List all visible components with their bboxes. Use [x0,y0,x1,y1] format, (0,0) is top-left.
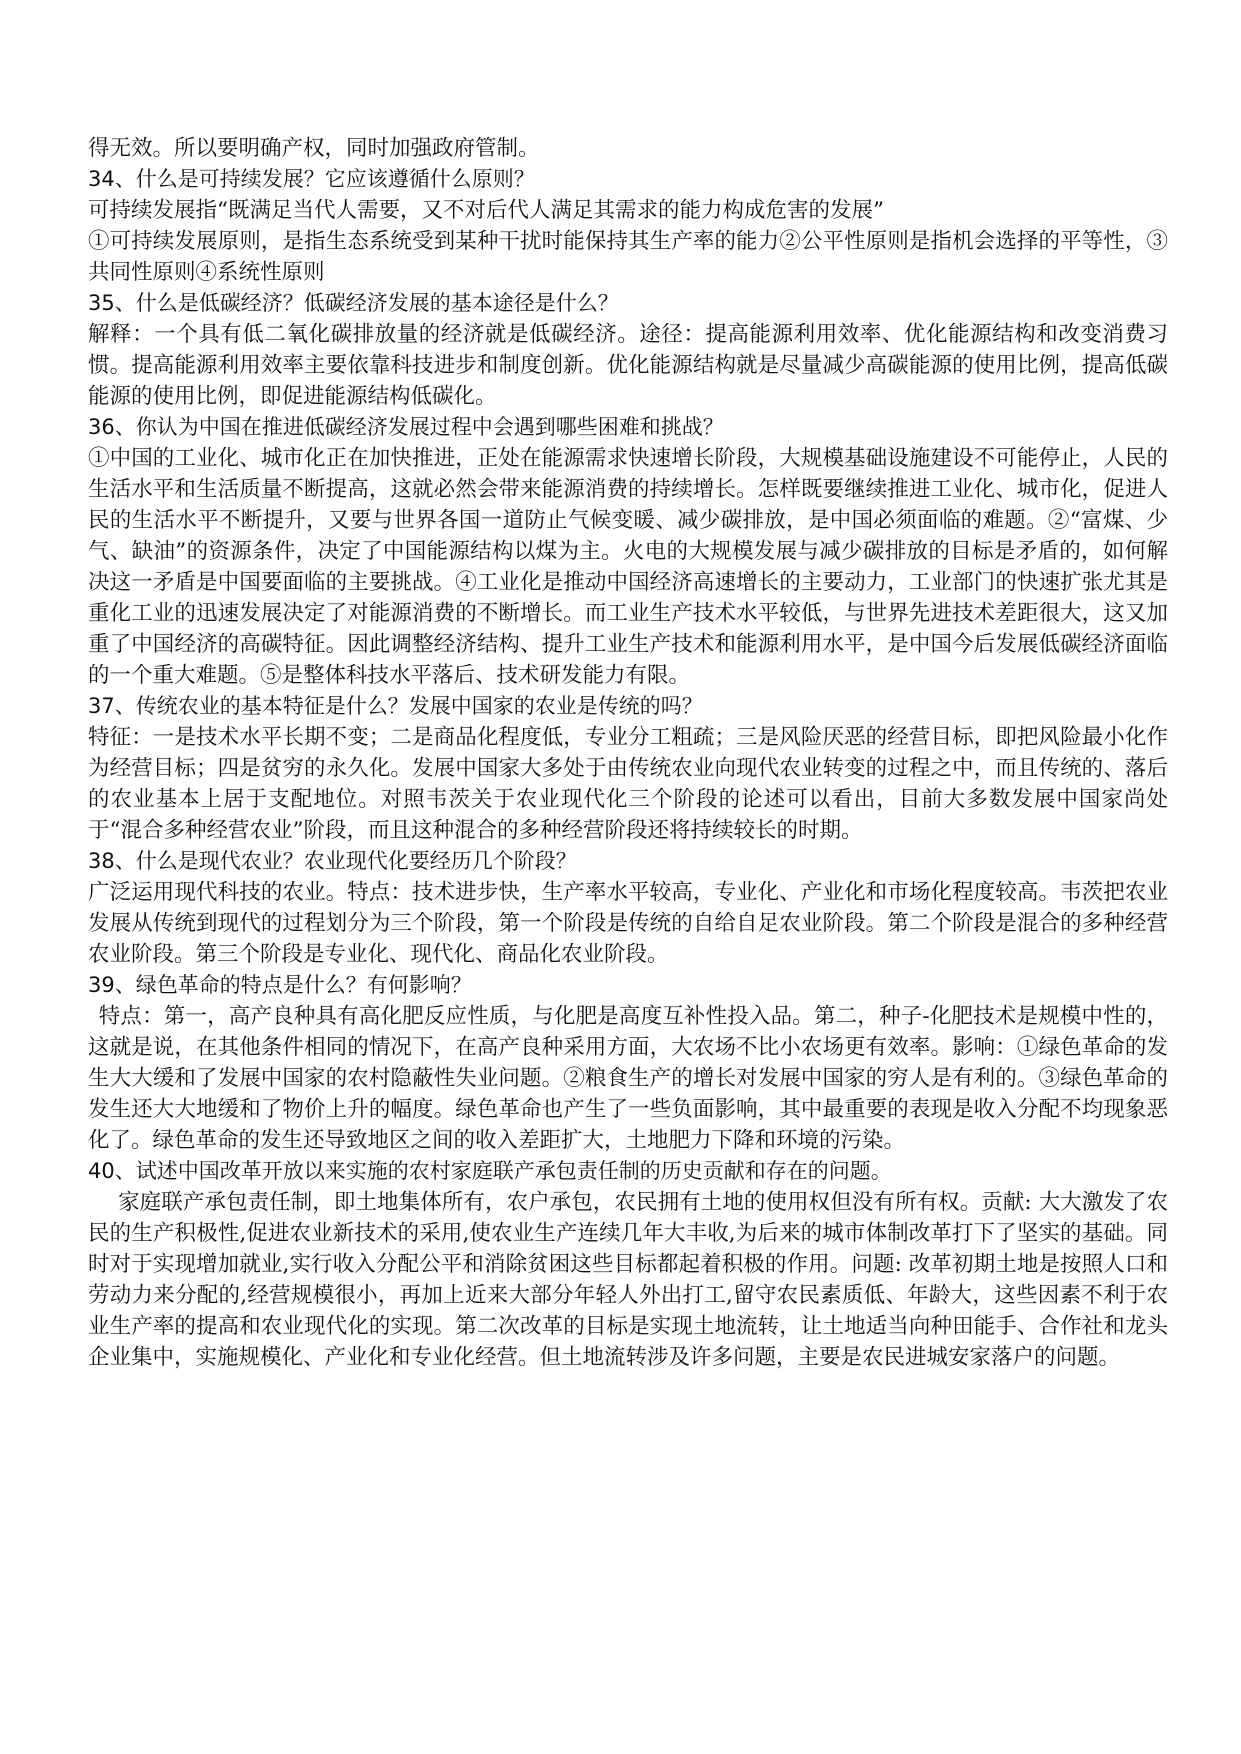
question-37: 37、传统农业的基本特征是什么？发展中国家的农业是传统的吗？ [88,694,703,718]
answer-37: 特征：一是技术水平长期不变；二是商品化程度低，专业分工粗疏；三是风险厌恶的经营目标，即把风险最小化作为经营目标；四是贫穷的永久化。发展中国家大多处于由传统农业向现代农业转变的过程之中，而且传统的、落后的农业基本上居于支配地位。对照韦茨关于农业现代化三个阶段的论述可以看出，目前大多数发展中国家尚处于“混合多种经营农业”阶段，而且这种混合的多种经营阶段还将持续较长的时期。 [88,725,1168,843]
answer-40: 家庭联产承包责任制，即土地集体所有，农户承包，农民拥有土地的使用权但没有所有权。贡献: 大大激发了农民的生产积极性,促进农业新技术的采用,使农业生产连续几年大丰收,为后来的城市体制改革打下了坚实的基础。同时对于实现增加就业,实行收入分配公平和消除贫困这些目标都起着积极的作用。问题: 改革初期土地是按照人口和劳动力来分配的,经营规模很小，再加上近来大部分年轻人外出打工,留守农民素质低、年龄大，这些因素不利于农业生产率的提高和农业现代化的实现。第二次改革的目标是实现土地流转，让土地适当向种田能手、合作社和龙头企业集中，实施规模化、产业化和专业化经营。但土地流转涉及许多问题，主要是农民进城安家落户的问题。 [88,1190,1168,1370]
question-38: 38、什么是现代农业？农业现代化要经历几个阶段？ [88,849,577,873]
question-39: 39、绿色革命的特点是什么？有何影响？ [88,973,472,997]
document-page [88,133,1168,1373]
answer-35: 解释：一个具有低二氧化碳排放量的经济就是低碳经济。途径：提高能源利用效率、优化能源结构和改变消费习惯。提高能源利用效率主要依靠科技进步和制度创新。优化能源结构就是尽量减少高碳能源的使用比例，提高低碳能源的使用比例，即促进能源结构低碳化。 [88,322,1168,409]
answer-38: 广泛运用现代科技的农业。特点：技术进步快，生产率水平较高，专业化、产业化和市场化程度较高。韦茨把农业发展从传统到现代的过程划分为三个阶段，第一个阶段是传统的自给自足农业阶段。第二个阶段是混合的多种经营农业阶段。第三个阶段是专业化、现代化、商品化农业阶段。 [88,880,1168,967]
question-40: 40、试述中国改革开放以来实施的农村家庭联产承包责任制的历史贡献和存在的问题。 [88,1159,892,1183]
answer-36: ①中国的工业化、城市化正在加快推进，正处在能源需求快速增长阶段，大规模基础设施建设不可能停止，人民的生活水平和生活质量不断提高，这就必然会带来能源消费的持续增长。怎样既要继续推进工业化、城市化，促进人民的生活水平不断提升，又要与世界各国一道防止气候变暖、减少碳排放，是中国必须面临的难题。②“富煤、少气、缺油”的资源条件，决定了中国能源结构以煤为主。火电的大规模发展与减少碳排放的目标是矛盾的，如何解决这一矛盾是中国要面临的主要挑战。④工业化是推动中国经济高速增长的主要动力，工业部门的快速扩张尤其是重化工业的迅速发展决定了对能源消费的不断增长。而工业生产技术水平较低，与世界先进技术差距很大，这又加重了中国经济的高碳特征。因此调整经济结构、提升工业生产技术和能源利用水平，是中国今后发展低碳经济面临的一个重大难题。⑤是整体科技水平落后、技术研发能力有限。 [88,446,1168,688]
question-36: 36、你认为中国在推进低碳经济发展过程中会遇到哪些困难和挑战？ [88,415,724,439]
answer-34-definition: 可持续发展指“既满足当代人需要，又不对后代人满足其需求的能力构成危害的发展” [88,198,884,223]
answer-39: 特点：第一，高产良种具有高化肥反应性质，与化肥是高度互补性投入品。第二，种子-化肥技术是规模中性的，这就是说，在其他条件相同的情况下，在高产良种采用方面，大农场不比小农场更有效率。影响：①绿色革命的发生大大缓和了发展中国家的农村隐蔽性失业问题。②粮食生产的增长对发展中国家的穷人是有利的。③绿色革命的发生还大大地缓和了物价上升的幅度。绿色革命也产生了一些负面影响，其中最重要的表现是收入分配不均现象恶化了。绿色革命的发生还导致地区之间的收入差距扩大，土地肥力下降和环境的污染。 [88,1004,1168,1153]
question-34: 34、什么是可持续发展？它应该遵循什么原则？ [88,167,535,191]
paragraph-continuation: 得无效。所以要明确产权，同时加强政府管制。 [88,136,540,161]
answer-34-principles: ①可持续发展原则，是指生态系统受到某种干扰时能保持其生产率的能力②公平性原则是指机会选择的平等性，③共同性原则④系统性原则 [88,229,1168,285]
question-35: 35、什么是低碳经济？低碳经济发展的基本途径是什么？ [88,291,619,315]
